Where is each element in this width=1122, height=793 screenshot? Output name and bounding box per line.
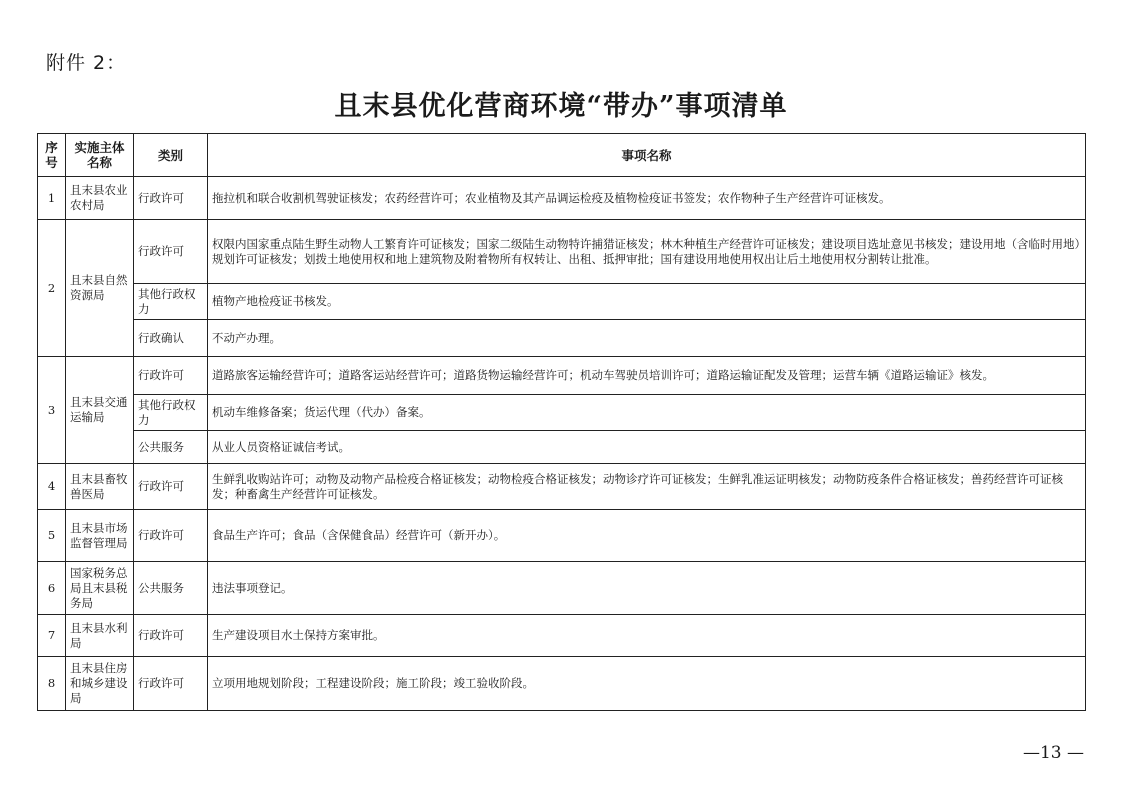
table-row bbox=[38, 357, 1086, 395]
row-items: 道路旅客运输经营许可；道路客运站经营许可；道路货物运输经营许可；机动车驾驶员培训许可；道路运输证配发及管理；运营车辆《道路运输证》核发。 bbox=[208, 357, 1086, 395]
row-no: 5 bbox=[38, 510, 66, 562]
row-category: 公共服务 bbox=[134, 562, 208, 615]
table-row bbox=[38, 320, 1086, 357]
row-items: 从业人员资格证诚信考试。 bbox=[208, 431, 1086, 464]
row-no: 7 bbox=[38, 615, 66, 657]
row-items: 生产建设项目水土保持方案审批。 bbox=[208, 615, 1086, 657]
row-dept: 且末县畜牧兽医局 bbox=[66, 464, 134, 510]
row-category: 行政许可 bbox=[134, 615, 208, 657]
row-dept: 国家税务总局且末县税务局 bbox=[66, 562, 134, 615]
matters-table bbox=[37, 133, 1086, 711]
row-dept: 且末县水利局 bbox=[66, 615, 134, 657]
row-items: 生鲜乳收购站许可；动物及动物产品检疫合格证核发；动物检疫合格证核发；动物诊疗许可证核发；生鲜乳准运证明核发；动物防疫条件合格证核发；兽药经营许可证核发；种畜禽生产经营许可证核发。 bbox=[208, 464, 1086, 510]
attachment-label: 附件 2： bbox=[46, 52, 127, 74]
row-no: 8 bbox=[38, 657, 66, 711]
row-items: 不动产办理。 bbox=[208, 320, 1086, 357]
row-no: 4 bbox=[38, 464, 66, 510]
table-header-row bbox=[38, 134, 1086, 177]
row-category: 公共服务 bbox=[134, 431, 208, 464]
row-no: 6 bbox=[38, 562, 66, 615]
header-category: 类别 bbox=[134, 134, 208, 177]
row-no: 1 bbox=[38, 177, 66, 220]
table-row bbox=[38, 284, 1086, 320]
row-dept: 且末县住房和城乡建设局 bbox=[66, 657, 134, 711]
table-row bbox=[38, 431, 1086, 464]
table-row bbox=[38, 395, 1086, 431]
table-row bbox=[38, 220, 1086, 284]
row-dept: 且末县自然资源局 bbox=[66, 220, 134, 357]
table-row bbox=[38, 177, 1086, 220]
table-row bbox=[38, 510, 1086, 562]
row-dept: 且末县交通运输局 bbox=[66, 357, 134, 464]
page-number: —13 — bbox=[1022, 743, 1084, 763]
row-no: 2 bbox=[38, 220, 66, 357]
row-category: 其他行政权力 bbox=[134, 395, 208, 431]
row-items: 食品生产许可；食品（含保健食品）经营许可（新开办）。 bbox=[208, 510, 1086, 562]
row-category: 行政许可 bbox=[134, 357, 208, 395]
row-no: 3 bbox=[38, 357, 66, 464]
table-row bbox=[38, 464, 1086, 510]
row-category: 行政许可 bbox=[134, 220, 208, 284]
row-items: 拖拉机和联合收割机驾驶证核发；农药经营许可；农业植物及其产品调运检疫及植物检疫证书签发；农作物种子生产经营许可证核发。 bbox=[208, 177, 1086, 220]
row-category: 行政确认 bbox=[134, 320, 208, 357]
header-no: 序号 bbox=[38, 134, 66, 177]
row-category: 行政许可 bbox=[134, 657, 208, 711]
row-category: 行政许可 bbox=[134, 177, 208, 220]
table-row bbox=[38, 657, 1086, 711]
row-items: 立项用地规划阶段；工程建设阶段；施工阶段；竣工验收阶段。 bbox=[208, 657, 1086, 711]
row-items: 机动车维修备案；货运代理（代办）备案。 bbox=[208, 395, 1086, 431]
row-category: 行政许可 bbox=[134, 464, 208, 510]
table-row bbox=[38, 562, 1086, 615]
row-dept: 且末县市场监督管理局 bbox=[66, 510, 134, 562]
row-items: 植物产地检疫证书核发。 bbox=[208, 284, 1086, 320]
row-items: 权限内国家重点陆生野生动物人工繁育许可证核发；国家二级陆生动物特许捕猎证核发；林木种植生产经营许可证核发；建设项目选址意见书核发；建设用地（含临时用地）规划许可证核发；划拨土地使用权和地上建筑物及附着物所有权转让、出租、抵押审批；国有建设用地使用权出让后土地使用权分割转让批准。 bbox=[208, 220, 1086, 284]
row-category: 行政许可 bbox=[134, 510, 208, 562]
row-category: 其他行政权力 bbox=[134, 284, 208, 320]
document-title: 且末县优化营商环境“带办”事项清单 bbox=[334, 91, 788, 122]
row-dept: 且末县农业农村局 bbox=[66, 177, 134, 220]
header-items: 事项名称 bbox=[208, 134, 1086, 177]
row-items: 违法事项登记。 bbox=[208, 562, 1086, 615]
header-dept: 实施主体名称 bbox=[66, 134, 134, 177]
table-row bbox=[38, 615, 1086, 657]
